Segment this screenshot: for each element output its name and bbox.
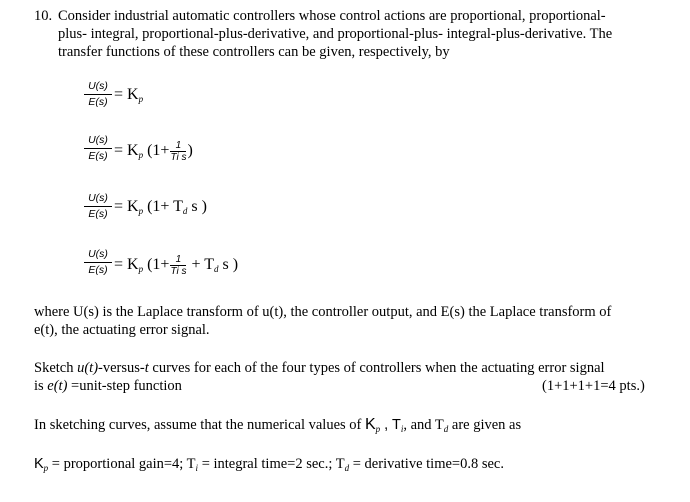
values-line: $K_p$ = proportional gain=4; $T_i$ = integral time=2 sec.; $T_d$ = derivative time=0.8 sec. bbox=[34, 456, 504, 473]
eq2-rhs: = $K_p$ (1+ $\frac{1}{\text{Ti s}}$ ) bbox=[114, 140, 193, 163]
intro-line-1: Consider industrial automatic controllers whose control actions are proportional, proportional- bbox=[58, 8, 606, 24]
intro-line-2: plus- integral, proportional-plus-derivative, and proportional-plus- integral-plus-derivative. The bbox=[58, 26, 613, 42]
assume-line: In sketching curves, assume that the numerical values of $K_p$ , $T_i$, and $T_d$ are given as bbox=[34, 416, 522, 434]
where-line-1: where U(s) is the Laplace transform of u(t), the controller output, and E(s) the Laplace transform of bbox=[34, 304, 612, 320]
eq4-inner-fraction: $\frac{1}{\text{Ti s}}$ bbox=[170, 254, 187, 277]
eq1-lhs-denominator: E(s) bbox=[88, 96, 108, 108]
points-label: (1+1+1+1=4 pts.) bbox=[542, 378, 645, 394]
eq4-rhs: = $K_p$ (1+ $\frac{1}{\text{Ti s}}$ + $T_d$ s ) bbox=[114, 254, 239, 277]
eq3-lhs-fraction: U(s) E(s) bbox=[84, 192, 112, 221]
sketch-line-1: Sketch u(t)-versus-t curves for each of the four types of controllers when the actuating error signal bbox=[34, 360, 605, 376]
eq3-rhs: = $K_p$ ($1+ T_d$ s ) bbox=[114, 198, 207, 216]
eq2-lhs-fraction: U(s) E(s) bbox=[84, 134, 112, 163]
sketch-line-2: is e(t) =unit-step function bbox=[34, 378, 182, 394]
eq1-lhs-fraction bbox=[84, 80, 112, 109]
eq4-lhs-fraction: U(s) E(s) bbox=[84, 248, 112, 277]
problem-number: 10. bbox=[34, 8, 53, 24]
eq2-inner-fraction: $\frac{1}{\text{Ti s}}$ bbox=[170, 140, 187, 163]
eq1-rhs: = $K_p$ bbox=[114, 86, 144, 104]
eq1-lhs-numerator: U(s) bbox=[88, 80, 108, 92]
where-line-2: e(t), the actuating error signal. bbox=[34, 322, 210, 338]
intro-line-3: transfer functions of these controllers can be given, respectively, by bbox=[58, 44, 450, 60]
